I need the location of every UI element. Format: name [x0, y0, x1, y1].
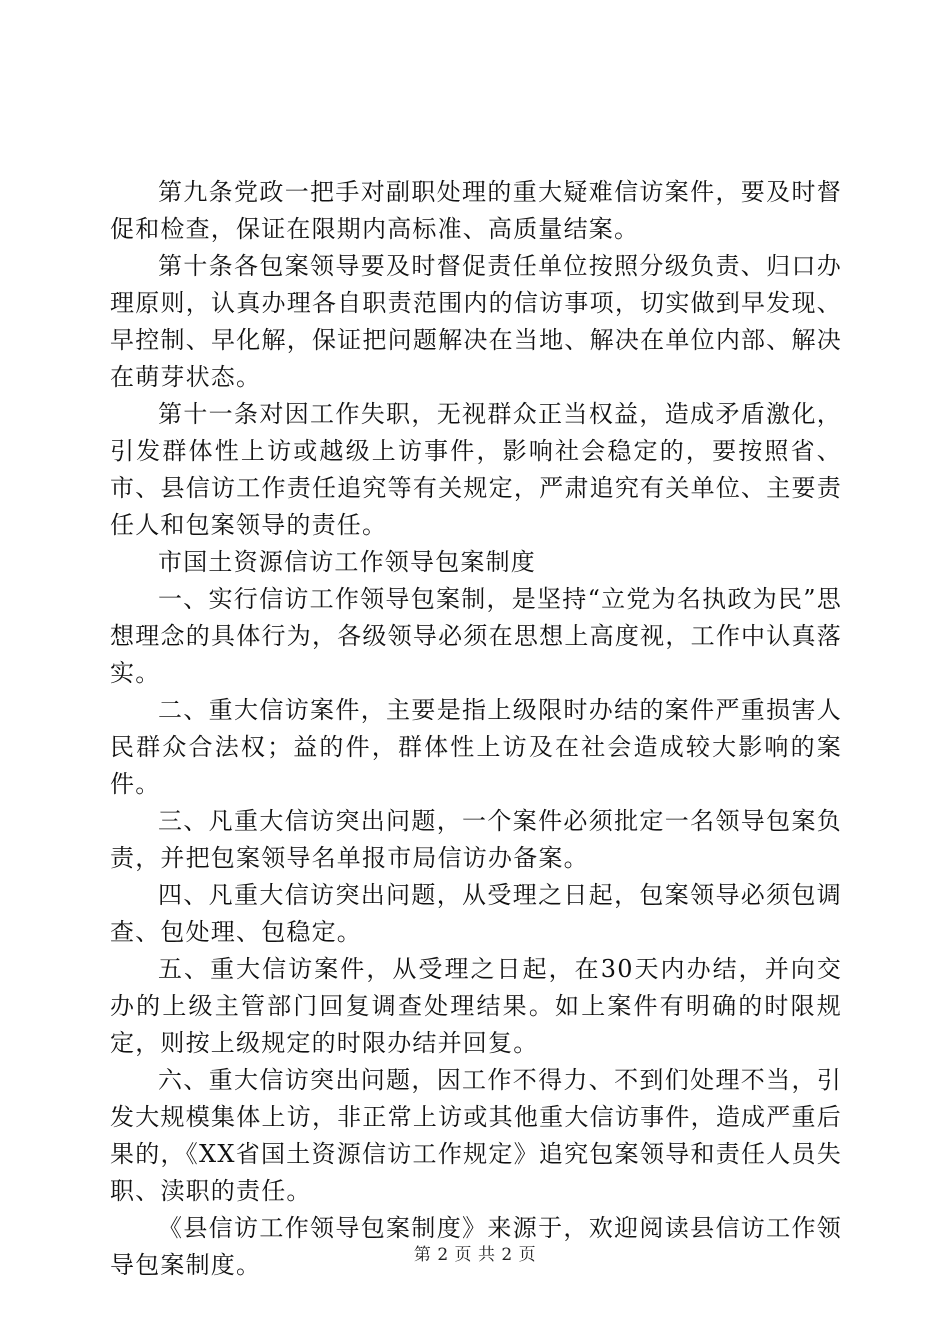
- page-number-footer: 第 2 页 共 2 页: [413, 1245, 537, 1265]
- paragraph-article-11: 第十一条对因工作失职，无视群众正当权益，造成矛盾激化，引发群体性上访或越级上访事件，影响社会稳定的，要按照省、市、县信访工作责任追究等有关规定，严肃追究有关单位、主要责任人和包案领导的责任。: [110, 400, 842, 539]
- section-title: 市国土资源信访工作领导包案制度: [158, 548, 536, 576]
- paragraph-item-2: 二、重大信访案件，主要是指上级限时办结的案件严重损害人民群众合法权；益的件，群体性上访及在社会造成较大影响的案件。: [110, 696, 842, 798]
- paragraph-article-9: 第九条党政一把手对副职处理的重大疑难信访案件，要及时督促和检查，保证在限期内高标准、高质量结案。: [110, 178, 842, 243]
- document-body: [110, 174, 842, 1284]
- paragraph-item-6: 六、重大信访突出问题，因工作不得力、不到们处理不当，引发大规模集体上访，非正常上访或其他重大信访事件，造成严重后果的，《XX省国土资源信访工作规定》追究包案领导和责任人员失职、渎职的责任。: [110, 1066, 842, 1205]
- paragraph-item-5: 五、重大信访案件，从受理之日起，在30天内办结，并向交办的上级主管部门回复调查处理结果。如上案件有明确的时限规定，则按上级规定的时限办结并回复。: [110, 955, 842, 1057]
- paragraph-item-1: 一、实行信访工作领导包案制，是坚持“立党为名执政为民”思想理念的具体行为，各级领导必须在思想上高度视，工作中认真落实。: [110, 585, 842, 687]
- paragraph-item-3: 三、凡重大信访突出问题，一个案件必须批定一名领导包案负责，并把包案领导名单报市局信访办备案。: [110, 807, 842, 872]
- paragraph-article-10: 第十条各包案领导要及时督促责任单位按照分级负责、归口办理原则，认真办理各自职责范围内的信访事项，切实做到早发现、早控制、早化解，保证把问题解决在当地、解决在单位内部、解决在萌芽状态。: [110, 252, 842, 391]
- paragraph-item-4: 四、凡重大信访突出问题，从受理之日起，包案领导必须包调查、包处理、包稳定。: [110, 881, 842, 946]
- paragraph-closing: 《县信访工作领导包案制度》来源于，欢迎阅读县信访工作领导包案制度。: [110, 1214, 842, 1279]
